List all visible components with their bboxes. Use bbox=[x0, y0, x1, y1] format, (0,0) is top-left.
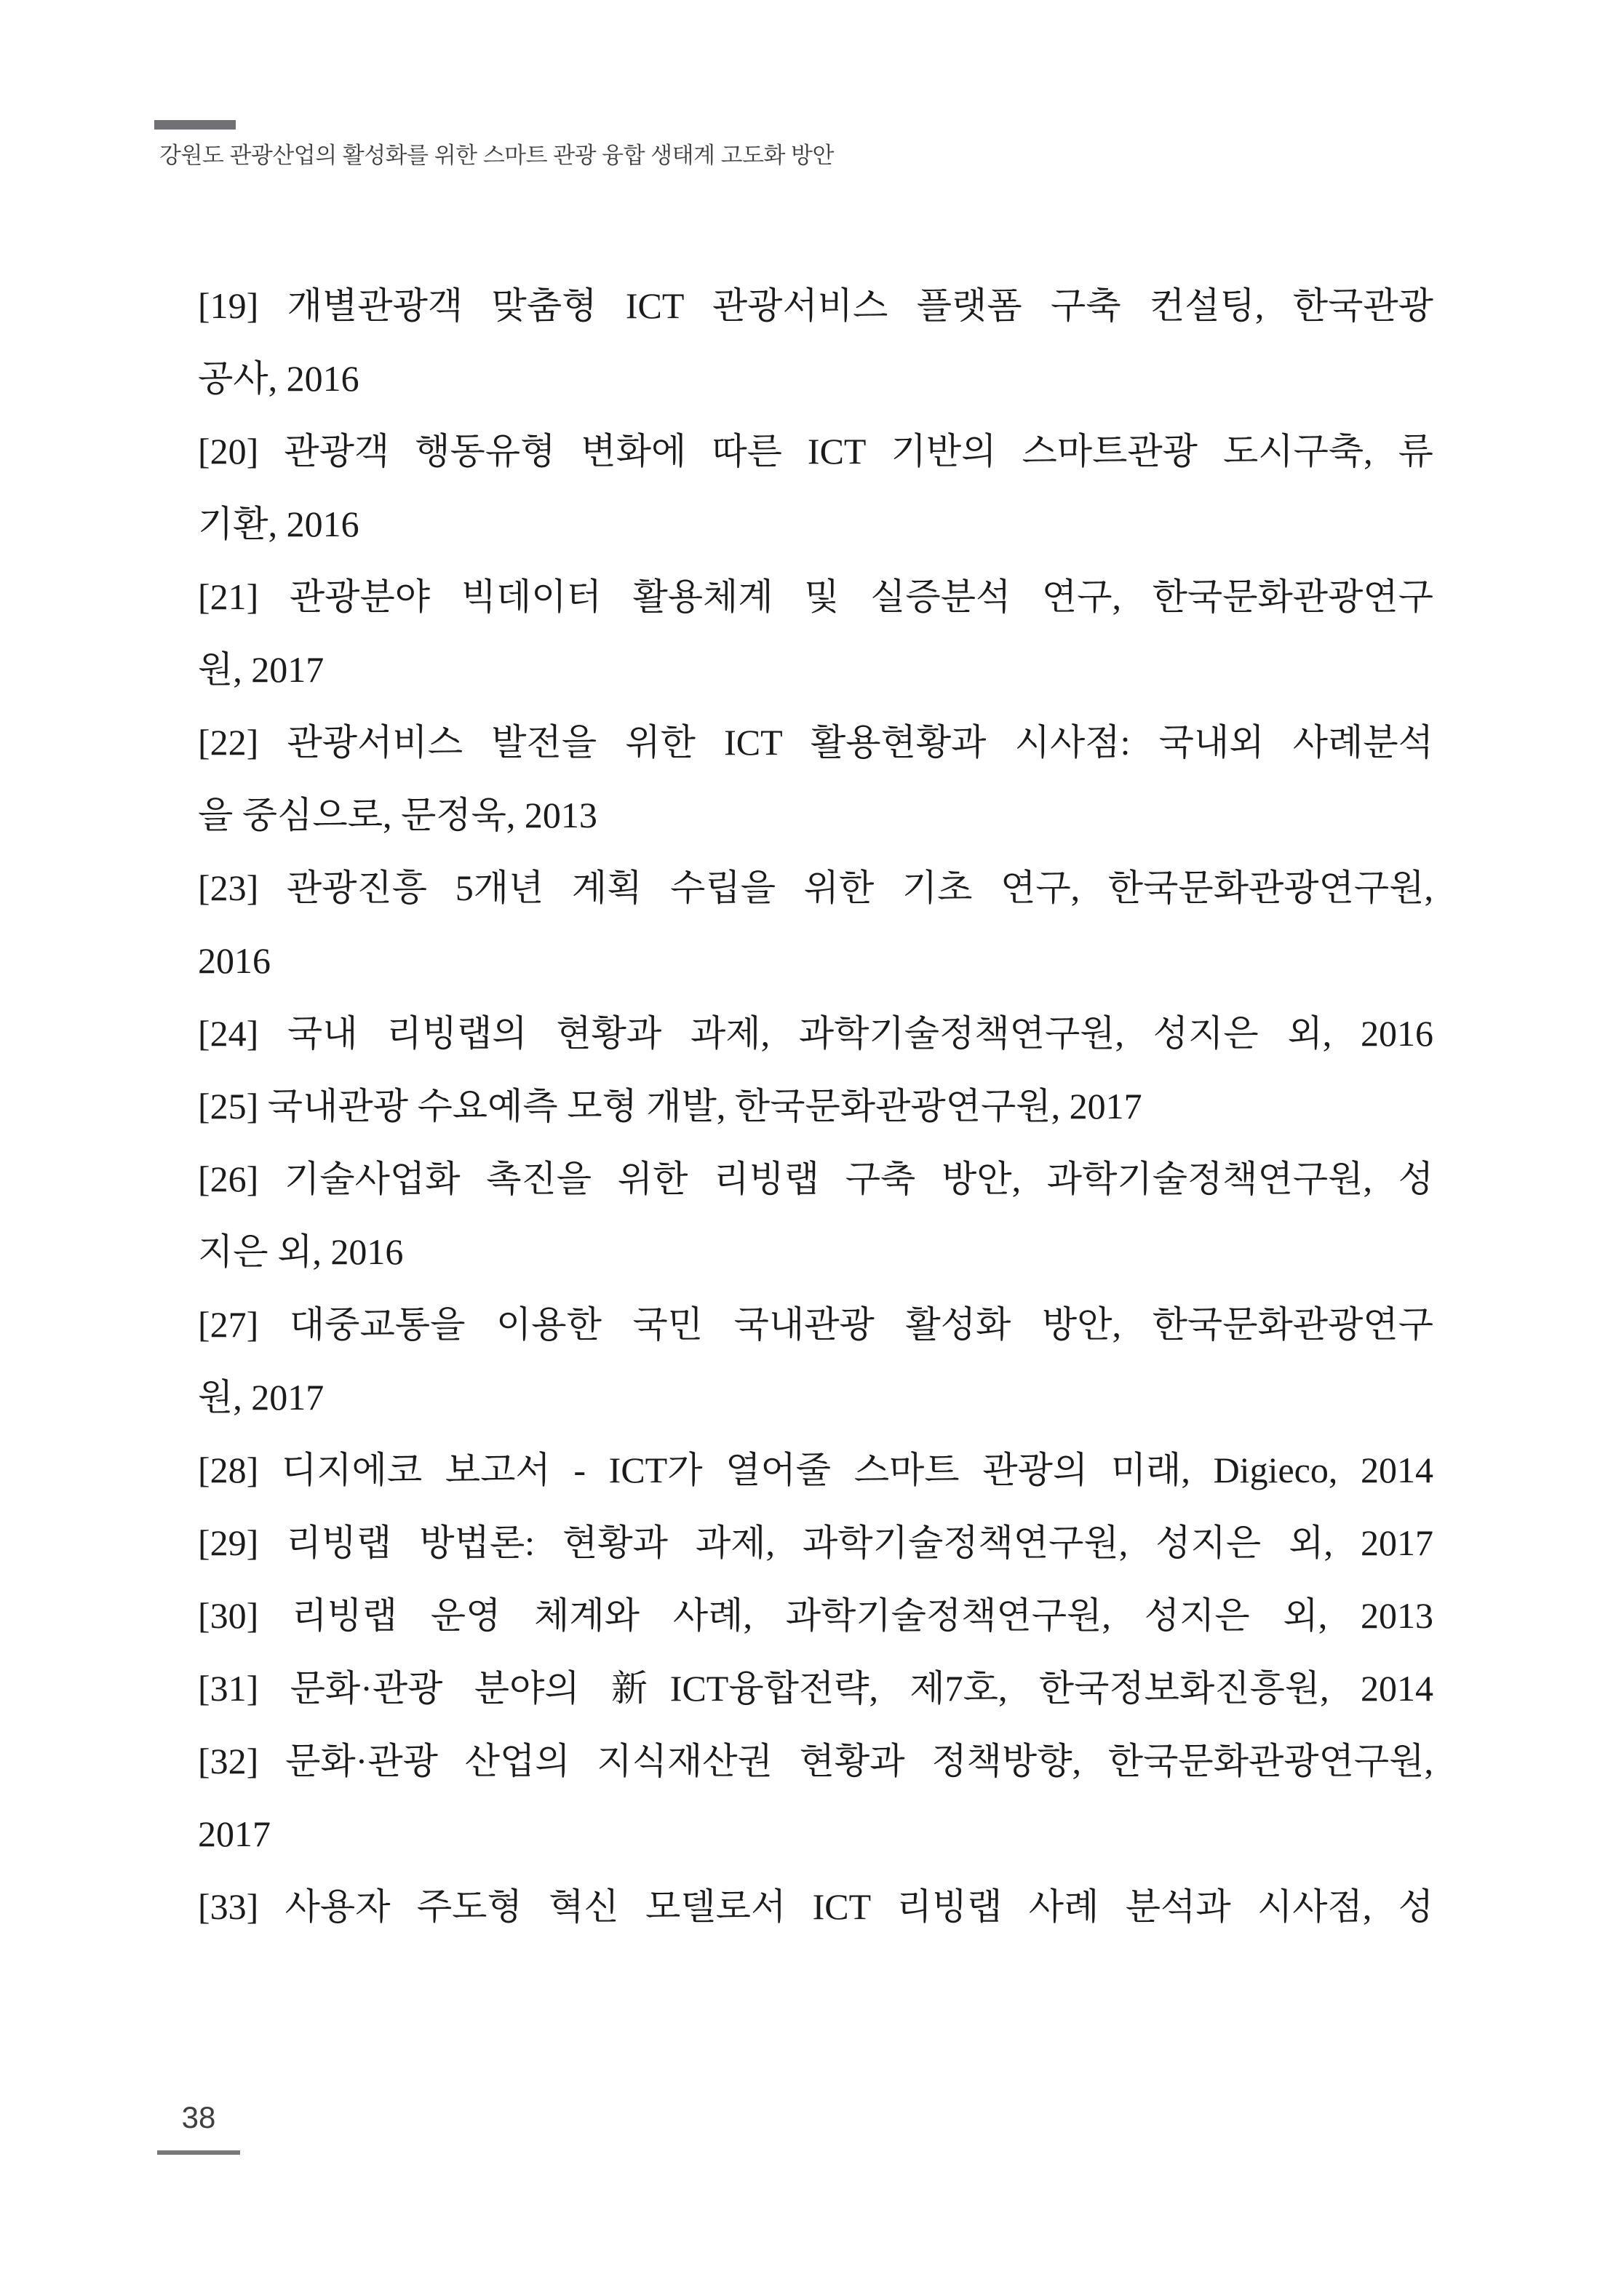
reference-item bbox=[198, 1434, 1433, 1506]
reference-item bbox=[198, 1652, 1433, 1725]
reference-line: 2017 bbox=[198, 1813, 271, 1854]
reference-item bbox=[198, 1725, 1433, 1870]
reference-item bbox=[198, 269, 1433, 415]
reference-item bbox=[198, 415, 1433, 560]
reference-line: 원, 2017 bbox=[198, 649, 325, 690]
reference-item bbox=[198, 1070, 1433, 1143]
running-header-title: 강원도 관광산업의 활성화를 위한 스마트 관광 융합 생태계 고도화 방안 bbox=[159, 143, 834, 168]
reference-line: [19] 개별관광객 맞춤형 ICT 관광서비스 플랫폼 구축 컨설팅, 한국관광 bbox=[198, 285, 1433, 326]
reference-item bbox=[198, 1143, 1433, 1288]
reference-line: [28] 디지에코 보고서 - ICT가 열어줄 스마트 관광의 미래, Digieco, 2014 bbox=[198, 1450, 1433, 1490]
header-accent-bar bbox=[154, 120, 236, 130]
reference-line: [25] 국내관광 수요예측 모형 개발, 한국문화관광연구원, 2017 bbox=[198, 1086, 1142, 1126]
footer-rule-line bbox=[157, 2150, 240, 2155]
reference-line: [31] 문화·관광 분야의 新ICT융합전략, 제7호, 한국정보화진흥원, 2014 bbox=[198, 1668, 1433, 1709]
reference-item bbox=[198, 1870, 1433, 1943]
reference-line: 2016 bbox=[198, 940, 271, 981]
reference-line: [26] 기술사업화 촉진을 위한 리빙랩 구축 방안, 과학기술정책연구원, 성 bbox=[198, 1159, 1433, 1199]
reference-item bbox=[198, 997, 1433, 1070]
reference-line: [33] 사용자 주도형 혁신 모델로서 ICT 리빙랩 사례 분석과 시사점, 성 bbox=[198, 1886, 1433, 1927]
reference-line: 원, 2017 bbox=[198, 1377, 325, 1418]
reference-item bbox=[198, 1579, 1433, 1652]
reference-item bbox=[198, 706, 1433, 851]
reference-line: [29] 리빙랩 방법론: 현황과 과제, 과학기술정책연구원, 성지은 외, 2017 bbox=[198, 1522, 1433, 1563]
reference-line: [23] 관광진흥 5개년 계획 수립을 위한 기초 연구, 한국문화관광연구원, bbox=[198, 867, 1433, 908]
reference-line: 지은 외, 2016 bbox=[198, 1231, 404, 1272]
reference-line: 기환, 2016 bbox=[198, 504, 359, 544]
reference-item bbox=[198, 1288, 1433, 1434]
reference-line: 을 중심으로, 문정욱, 2013 bbox=[198, 795, 597, 835]
reference-line: 공사, 2016 bbox=[198, 358, 359, 399]
reference-list bbox=[198, 269, 1433, 1943]
reference-line: [20] 관광객 행동유형 변화에 따른 ICT 기반의 스마트관광 도시구축, 류 bbox=[198, 431, 1433, 472]
reference-item bbox=[198, 851, 1433, 997]
reference-item bbox=[198, 1506, 1433, 1579]
reference-line: [27] 대중교통을 이용한 국민 국내관광 활성화 방안, 한국문화관광연구 bbox=[198, 1304, 1433, 1345]
reference-line: [30] 리빙랩 운영 체계와 사례, 과학기술정책연구원, 성지은 외, 2013 bbox=[198, 1595, 1433, 1636]
reference-line: [21] 관광분야 빅데이터 활용체계 및 실증분석 연구, 한국문화관광연구 bbox=[198, 576, 1433, 617]
page-number: 38 bbox=[181, 2100, 216, 2134]
reference-item bbox=[198, 560, 1433, 706]
reference-line: [24] 국내 리빙랩의 현황과 과제, 과학기술정책연구원, 성지은 외, 2016 bbox=[198, 1013, 1433, 1054]
reference-line: [32] 문화·관광 산업의 지식재산권 현황과 정책방향, 한국문화관광연구원, bbox=[198, 1741, 1433, 1781]
reference-line: [22] 관광서비스 발전을 위한 ICT 활용현황과 시사점: 국내외 사례분석 bbox=[198, 722, 1433, 763]
